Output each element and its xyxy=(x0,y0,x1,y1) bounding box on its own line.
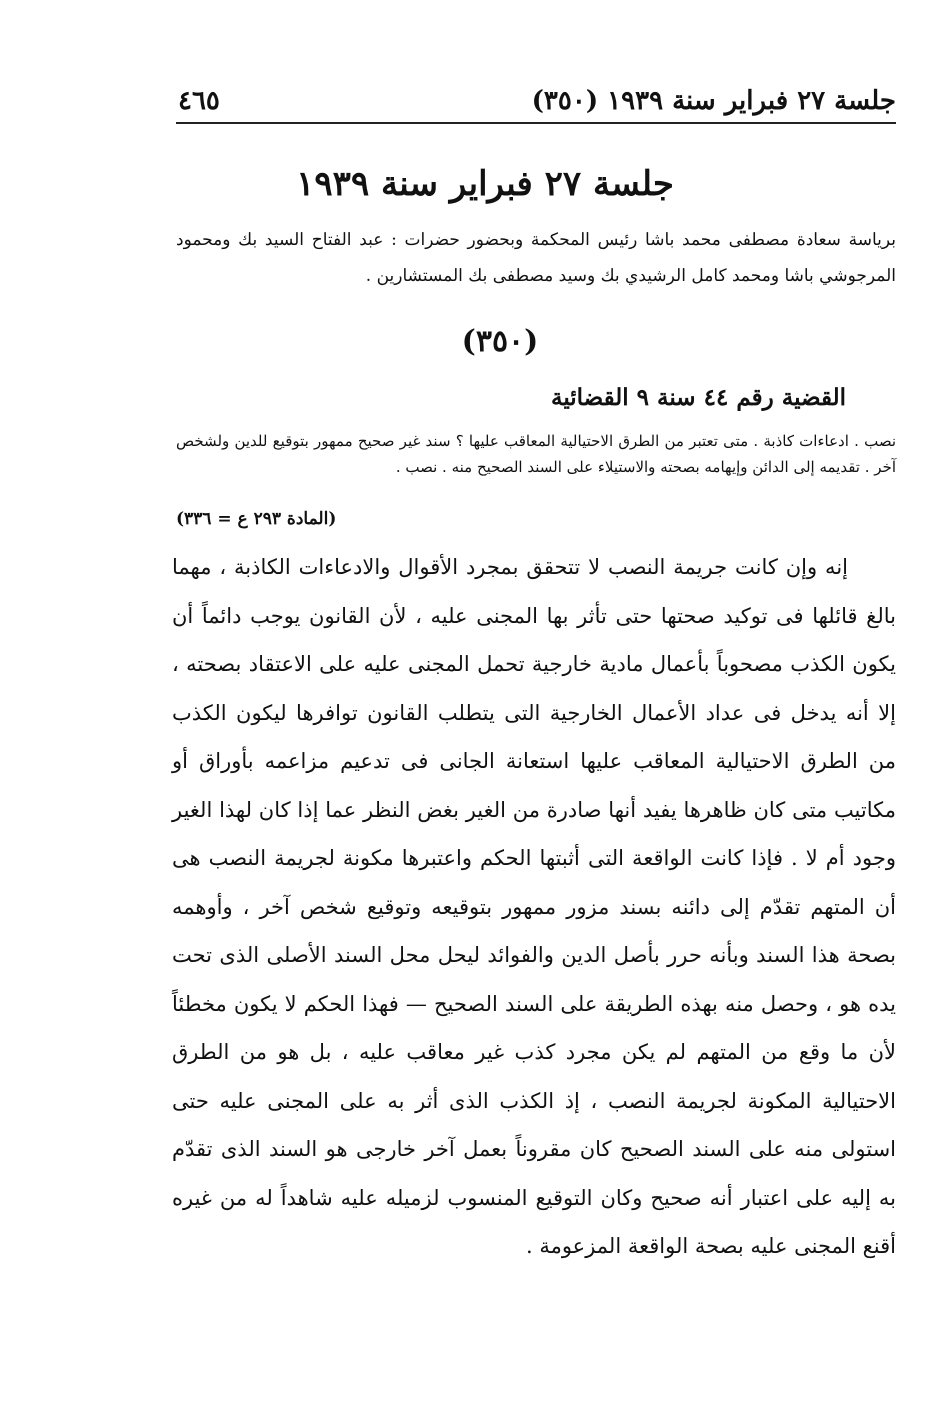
running-header xyxy=(178,72,896,116)
session-title: جلسة ٢٧ فبراير سنة ١٩٣٩ xyxy=(296,164,674,204)
article-reference: (المادة ٢٩٣ ع = ٣٣٦) xyxy=(176,509,337,529)
running-header-title: جلسة ٢٧ فبراير سنة ١٩٣٩ (٣٥٠) xyxy=(531,86,896,116)
page-number: ٤٦٥ xyxy=(178,86,220,116)
header-divider xyxy=(176,122,896,124)
body-paragraph: إنه وإن كانت جريمة النصب لا تتحقق بمجرد الأقوال والادعاءات الكاذبة ، مهما بالغ قائلها فى توكيد صحتها حتى تأثر بها المجنى عليه ، لأن القانون يوجب دائماً أن يكون الكذب مصحوباً بأعمال مادية خارجية تحمل المجنى عليه على الاعتقاد بصحته ، إلا أنه يدخل فى عداد الأعمال الخارجية التى يتطلب القانون توافرها ليكون الكذب من الطرق الاحتيالية المعاقب عليها استعانة الجانى فى تدعيم مزاعمه بأوراق أو مكاتيب متى كان ظاهرها يفيد أنها صادرة من الغير بغض النظر عما إذا كان لهذا الغير وجود أم لا . فإذا كانت الواقعة التى أثبتها الحكم واعتبرها مكونة لجريمة النصب هى أن المتهم تقدّم إلى دائنه بسند مزور ممهور بتوقيعه وتوقيع شخص آخر ، وأوهمه بصحة هذا السند وبأنه حرر بأصل الدين والفوائد ليحل محل السند الأصلى الذى تحت يده هو ، وحصل منه بهذه الطريقة على السند الصحيح — فهذا الحكم لا يكون مخطئاً لأن ما وقع من المتهم لم يكن مجرد كذب غير معاقب عليه ، بل هو من الطرق الاحتيالية المكونة لجريمة النصب ، إذ الكذب الذى أثر به على المجنى عليه حتى استولى منه على السند الصحيح كان مقروناً بعمل آخر خارجى هو السند الذى تقدّم به إليه على اعتبار أنه صحيح وكان التوقيع المنسوب لزميله عليه شاهداً له من غيره أقنع المجنى عليه بصحة الواقعة المزعومة . xyxy=(172,555,897,1258)
ruling-number: (٣٥٠) xyxy=(461,324,539,359)
case-reference: القضية رقم ٤٤ سنة ٩ القضائية xyxy=(551,384,846,411)
presidency-line: برياسة سعادة مصطفى محمد باشا رئيس المحكمة وبحضور حضرات : عبد الفتاح السيد بك ومحمود المرجوشي باشا ومحمد كامل الرشيدي بك وسيد مصطفى بك المستشارين . xyxy=(176,230,896,286)
ruling-body xyxy=(172,543,896,1271)
ruling-summary: نصب . ادعاءات كاذبة . متى تعتبر من الطرق الاحتيالية المعاقب عليها ؟ سند غير صحيح ممهور بتوقيع للدين ولشخص آخر . تقديمه إلى الدائن وإيهامه بصحته والاستيلاء على السند الصحيح منه . نصب . xyxy=(176,432,896,476)
